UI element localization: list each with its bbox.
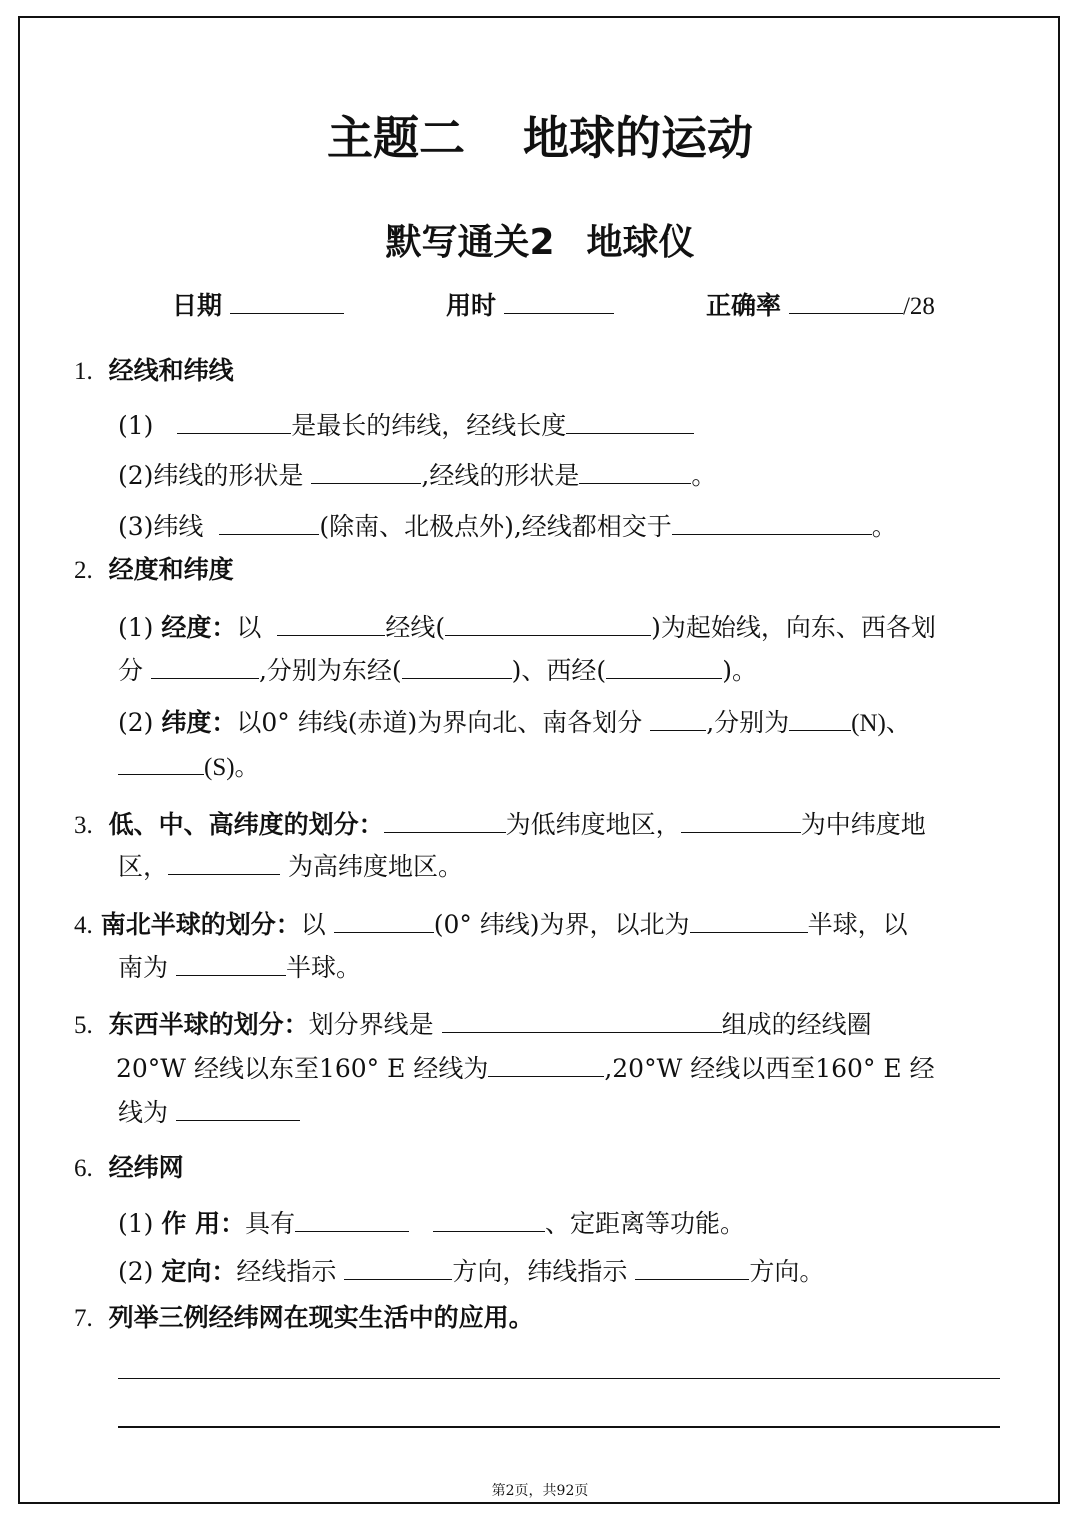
q5-blank-3[interactable]: [176, 1096, 300, 1121]
q3-blank-1[interactable]: [384, 808, 506, 833]
q1-blank-2[interactable]: [566, 409, 694, 434]
q5-blank-1[interactable]: [442, 1008, 722, 1033]
q2-blank-3[interactable]: [151, 654, 259, 679]
q6-heading: 6. 经纬网: [74, 1153, 184, 1182]
q1-blank-1[interactable]: [177, 409, 291, 434]
q5-line2: 20°W 经线以东至160° E 经线为 ,20°W 经线以西至160° E 经: [116, 1054, 935, 1083]
q2-line4: (S)。: [118, 750, 260, 780]
time-blank[interactable]: [504, 289, 614, 314]
page-subtitle: 默写通关2 地球仪: [385, 222, 695, 263]
q3-blank-2[interactable]: [681, 808, 801, 833]
time-field: 用时: [446, 286, 614, 322]
q6-line2: (2) 定向：经线指示 方向，纬线指示 方向。: [118, 1257, 825, 1286]
q5-line1: 5. 东西半球的划分：划分界线是 组成的经线圈: [74, 1010, 872, 1039]
q3-line1: 3. 低、中、高纬度的划分： 为低纬度地区， 为中纬度地: [74, 810, 926, 839]
answer-line-1[interactable]: [118, 1378, 1000, 1379]
q2-blank-4[interactable]: [402, 654, 512, 679]
q2-blank-7[interactable]: [789, 706, 851, 731]
q1-line3: (3)纬线 (除南、北极点外),经线都相交于 。: [118, 512, 897, 541]
q2-blank-1[interactable]: [277, 611, 385, 636]
q2-line2: 分 ,分别为东经( )、西经( )。: [118, 656, 757, 685]
q6-blank-4[interactable]: [635, 1255, 749, 1280]
answer-line-2[interactable]: [118, 1426, 1000, 1428]
q4-blank-1[interactable]: [334, 908, 434, 933]
q1-line1: (1) 是最长的纬线，经线长度: [118, 409, 694, 438]
q1-blank-6[interactable]: [672, 510, 872, 535]
q6-line1: (1) 作 用：具有 、定距离等功能。: [118, 1209, 745, 1238]
q6-blank-3[interactable]: [344, 1255, 452, 1280]
q1-line2: (2)纬线的形状是 ,经线的形状是 。: [118, 461, 717, 490]
q4-blank-3[interactable]: [176, 951, 286, 976]
q2-heading: 2. 经度和纬度: [74, 555, 234, 584]
q1-heading: 1. 经线和纬线: [74, 356, 234, 385]
date-field: 日期: [172, 286, 344, 322]
q7-heading: 7. 列举三例经纬网在现实生活中的应用。: [74, 1303, 534, 1332]
q1-blank-3[interactable]: [311, 459, 421, 484]
q1-blank-5[interactable]: [219, 510, 319, 535]
q4-blank-2[interactable]: [690, 908, 808, 933]
date-blank[interactable]: [230, 289, 344, 314]
q2-blank-6[interactable]: [650, 706, 706, 731]
q5-blank-2[interactable]: [488, 1052, 604, 1077]
q2-blank-2[interactable]: [445, 611, 651, 636]
q3-blank-3[interactable]: [168, 850, 280, 875]
q5-line3: 线为: [118, 1096, 300, 1125]
q1-blank-4[interactable]: [579, 459, 691, 484]
q3-line2: 区， 为高纬度地区。: [118, 852, 463, 881]
accuracy-field: 正确率 /28: [706, 291, 935, 320]
accuracy-blank[interactable]: [789, 289, 903, 314]
q2-blank-5[interactable]: [606, 654, 722, 679]
q6-blank-2[interactable]: [433, 1207, 545, 1232]
q6-blank-1[interactable]: [295, 1207, 409, 1232]
page-title: 主题二 地球的运动: [327, 111, 753, 165]
q2-blank-8[interactable]: [118, 750, 204, 775]
q2-line1: (1) 经度：以 经线( )为起始线，向东、西各划: [118, 613, 936, 642]
q4-line1: 4. 南北半球的划分：以 (0° 纬线)为界，以北为 半球，以: [74, 910, 908, 939]
q4-line2: 南为 半球。: [118, 953, 361, 982]
page-number: 第2页，共92页: [491, 1483, 589, 1499]
q2-line3: (2) 纬度：以0° 纬线(赤道)为界向北、南各划分 ,分别为 (N)、: [118, 708, 911, 737]
